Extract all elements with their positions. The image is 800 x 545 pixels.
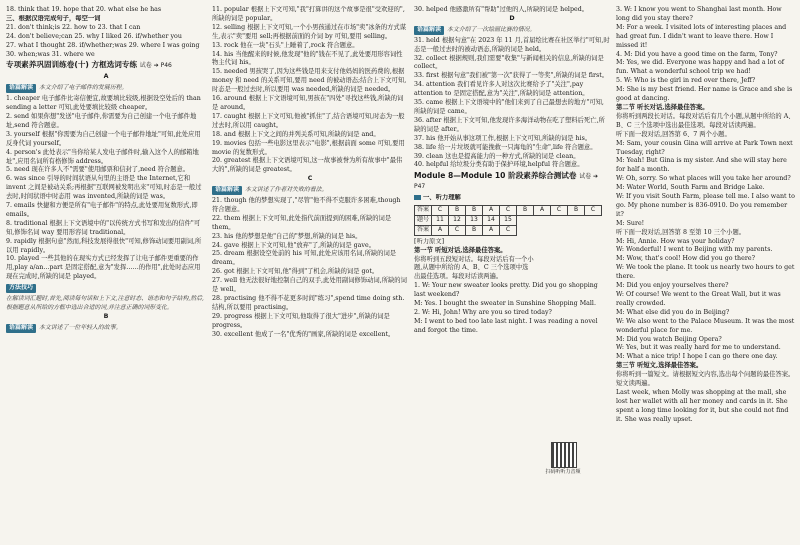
answer-cell: B	[568, 206, 585, 216]
item: 16. around 根据上下文语境可知,男孩在"四处"寻找这些钱,所缺的词是 around。	[212, 95, 404, 111]
item: 26. got 根据上下文可知,他"得到"了机会,所缺的词是 got。	[212, 268, 379, 276]
item: 21. though 他的梦想实现了,"尽管"他不得不克服许多困难,though 符合题意。	[212, 197, 401, 213]
item: 1. cheaper 电子邮件比寄信便宜,故要填比较级,根据设空处后的 than sending a letter 可知,此处要填比较级 cheaper。	[6, 95, 201, 112]
row-label: 题号	[415, 215, 432, 225]
dialog-line: W: If you visit South Farm, please tell me. I also want to go. My phone number is 836-0910. Do you remember it?	[616, 193, 795, 218]
item: 28. practising 他不得不花更多时间"练习",spend time doing sth. 结构,所以要用 practising。	[212, 295, 405, 311]
dialog-line: 3. W: I know you went to Shanghai last month. How long did you stay there?	[616, 6, 782, 22]
answer-cell: B	[466, 225, 483, 235]
item: 39. clean 这也是提高能力的一种方式,所缺的词是 clean。	[414, 152, 580, 160]
item: 22. them 根据上下文可知,此处指代前面提到的困难,所缺的词是 them。	[212, 214, 392, 231]
module-page-ref: 试卷 ➔ P47	[414, 173, 599, 191]
listening-title-text: 一、听力理解	[423, 194, 461, 202]
item: 3. yourself 根据"你需要为自己创建一个电子邮件地址"可知,此处应用反身代词 yourself。	[6, 130, 201, 147]
row-label: 答案	[415, 206, 432, 216]
section-description: 你将听到五段短对话。每段对话后有一个小题,从题中所给的 A、B、C 三个选项中选出最佳选项。每段对话读两遍。	[414, 255, 534, 281]
item: 5. need 现在许多人不"需要"使用邮票和信封了,need 符合题意。	[6, 166, 190, 174]
dialog-line: M: I went to bed too late last night. I was reading a novel and forgot the time.	[414, 317, 598, 334]
dialog-line: M: She is my best friend. Her name is Grace and she is good at dancing.	[616, 86, 793, 103]
item: 17. caught 根据上下文可知,他被"抓住"了,结合语境可知,时态为一般过去时,所以用 caught。	[212, 112, 405, 129]
answer-line: 27. what I thought 28. if/whether;was 29. where I was going	[6, 41, 200, 49]
number-cell: 15	[500, 215, 517, 225]
method-text: 在解读词汇题时,首先,阅读每句话和上下文,注意时态、语态和句子结构,然后,根据题意从所给的方框中选出合适的词,并注意正确的词形变化。	[6, 296, 204, 311]
column-2	[212, 6, 408, 542]
section-label: 第三节 听短文,选择最佳答案。	[616, 362, 703, 370]
answer-line: 24. don't believe;can 25. why I liked 26. if/whether you	[6, 32, 182, 40]
method-tag: 方法技巧	[6, 284, 36, 293]
item: 37. his 他开始从事这项工作,根据上下文可知,所缺的词是 his。	[414, 134, 592, 142]
qr-caption: 扫码听听力音频	[545, 469, 581, 475]
part-label: B	[103, 312, 109, 320]
item: 38. life 给一片垃圾就可能挽救一只海龟的"生命",life 符合题意。	[414, 143, 597, 151]
answer-cell: C	[585, 206, 602, 216]
listening-original: [听力原文]	[414, 237, 445, 245]
column-4	[616, 6, 796, 542]
dialog-line: W: Of course! We went to the Great Wall, but it was really crowded.	[616, 291, 781, 307]
intro-tag: 语篇解读	[6, 84, 36, 93]
column-1	[6, 6, 206, 542]
item: 4. person's 此处表示"当你给某人发电子邮件时,输入这个人的邮箱地址",应用名词所有格修饰 address。	[6, 148, 199, 165]
method-note	[6, 284, 206, 293]
item: 33. first 根据句意"我们被"第一次"获得了一等奖",所缺的词是 first。	[414, 72, 609, 80]
answer-cell: A	[483, 225, 500, 235]
item: 30. helped 他感激所有"帮助"过他的人,所缺的词是 helped。	[414, 6, 589, 13]
dialog-line: M: Yeah! But Gina is my sister. And she will stay here for half a month.	[616, 157, 787, 174]
row-label: 答案	[415, 225, 432, 235]
intro-tag: 语篇解读	[6, 324, 36, 333]
table-row	[415, 225, 602, 235]
intro-note	[212, 186, 408, 195]
dialog-line: M: Water World, South Farm and Bridge Lake.	[616, 184, 765, 192]
section-heading: 三、根据汉语完成句子，每空一词	[6, 14, 101, 22]
dialog-intro: 听下面一段对话,回答第 8 至第 10 三个小题。	[616, 228, 746, 236]
module-title-text: Module 8—Module 10 阶段素养综合测试卷	[414, 171, 577, 181]
dialog-line: W: Wonderful! I went to Beijing with my parents.	[616, 246, 773, 254]
section-page-ref: 试卷 ➔ P46	[139, 62, 172, 70]
intro-text: 本文介绍了一次绘画比赛的情况。	[447, 26, 536, 33]
section-description: 你将听到一篇短文。请根据短文内容,选出每个问题的最佳答案。短文读两遍。	[616, 371, 795, 388]
dialog-line: W: Oh, sorry. So what places will you take her around?	[616, 175, 791, 183]
dialog-line: M: For a week. I visited lots of interesting places and had great fun. I didn't want to leave there. How I missed it!	[616, 23, 787, 49]
dialog-line: M: Did you enjoy yourselves there?	[616, 282, 729, 290]
item: 30. excellent 他成了一名"优秀的"画家,所缺的词是 excellent。	[212, 330, 395, 338]
intro-note	[414, 26, 610, 35]
answer-cell: C	[449, 225, 466, 235]
part-label: C	[307, 175, 313, 183]
dialog-intro: 听下面一段对话,回答第 6、7 两个小题。	[616, 130, 731, 138]
item: 36. after 根据上下文可知,他发现许多海洋动物在吃了塑料后死亡,所缺的词是 after。	[414, 116, 605, 133]
number-cell: 12	[449, 215, 466, 225]
dialog-line: M: Sam, your cousin Gina will arrive at Park Town next Tuesday, right?	[616, 139, 793, 156]
item: 31. held 根据句意"在 2023 年 11 月,首届绘比赛在社区举行"可知,时态是一般过去时的被动语态,所缺的词是 held。	[414, 36, 610, 53]
section-label: 第一节 听短对话,选择最佳答案。	[414, 246, 507, 254]
item: 29. progress 根据上下文可知,他取得了很大"进步",所缺的词是 progress。	[212, 312, 390, 329]
answer-cell: C	[551, 206, 568, 216]
number-cell: 13	[466, 215, 483, 225]
intro-text: 本文讲述了作者对失败的看法。	[245, 187, 328, 194]
section-title	[6, 61, 206, 71]
item: 12. selling 根据上下文可知,一个小男孩通过在市场"卖"冰条的方式谋生,表示"卖"要用 sell;再根据前面的介词 by 可知,要用 selling。	[212, 23, 407, 40]
answer-table	[414, 205, 602, 236]
intro-tag: 语篇解读	[212, 186, 242, 195]
item: 10. played 一些其他的在现实方式已经发挥了让电子邮件更重要的作用,play a/an...part 是固定搭配,意为"发挥……的作用",此处时态应用现在完成时,所缺的词是 played。	[6, 255, 201, 281]
qr-code-icon[interactable]	[551, 442, 577, 468]
table-row	[415, 206, 602, 216]
answer-cell: C	[500, 206, 517, 216]
item: 19. movies 包括一些电影这里表示"电影",根据前面 some 可知,要用 movie 的复数形式。	[212, 139, 405, 156]
table-row	[415, 215, 602, 225]
item: 6. was since 引导的时间状语从句里的主语是 the Internet,它和 invent 之间是被动关系;再根据"互联网被发明出来"可知,时态是一般过去时,时间状语中时态用 was invented,所缺的词是 was。	[6, 175, 202, 201]
answer-cell: A	[534, 206, 551, 216]
dialog-line: M: Hi, Annie. How was your holiday?	[616, 237, 735, 245]
answer-cell: A	[432, 225, 449, 235]
answer-line: 21. don't think;is 22. how to 23. that I can	[6, 23, 141, 31]
item: 9. rapidly 根据句意"然而,科技发展得很快"可知,修饰动词要用副词,所以用 rapidly。	[6, 237, 202, 254]
dialog-line: M: Yes. I bought the sweater in Sunshine Shopping Mall.	[414, 300, 596, 308]
item: 40. helpful 给垃圾分类有助于保护环境,helpful 符合题意。	[414, 161, 584, 169]
item: 18. and 根据上下文之间的并列关系可知,所缺的词是 and。	[212, 130, 380, 138]
intro-note	[6, 324, 206, 333]
dialog-line: 5. W: Who is the girl in red over there, Jeff?	[616, 77, 756, 85]
dialog-line: W: Yes, but it was really hard for me to understand.	[616, 344, 781, 352]
item: 13. rock 他在一块"石头"上睡着了,rock 符合题意。	[212, 41, 359, 49]
dialog-line: M: Did you watch Beijing Opera?	[616, 335, 722, 343]
item: 8. traditional 根据上下文语境中的"以传统方式书写和发出的信件"可知,修饰名词 way 要用形容词 traditional。	[6, 219, 201, 236]
item: 25. dream 根据设空处前的 his 可知,此处应该用名词,所缺的词是 dream。	[212, 250, 397, 267]
module-title	[414, 172, 610, 192]
dialog-line: 4. M: Did you have a good time on the farm, Tony?	[616, 50, 778, 58]
part-label: D	[509, 14, 515, 22]
section-marker-icon	[414, 195, 421, 200]
passage-text: Last week, when Molly was shopping at the mall, she lost her wallet with all her money and cards in it. She spent a long time looking for it, but she could not find it. She was really upset.	[616, 388, 789, 423]
section-title-text: 专项素养巩固训练卷(十) 方框选词专练	[6, 60, 138, 70]
dialog-line: W: We took the plane. It took us nearly two hours to get there.	[616, 264, 795, 281]
answer-line: 30. when;was 31. where we	[6, 50, 95, 58]
column-3	[414, 6, 610, 542]
answer-cell: C	[432, 206, 449, 216]
answer-line: 18. think that 19. hope that 20. what else he has	[6, 6, 162, 13]
item: 24. gave 根据上下文可知,他"放弃"了,所缺的词是 gave。	[212, 241, 375, 249]
listening-title	[414, 194, 610, 203]
intro-text: 本文讲述了一位年轻人的故事。	[39, 324, 122, 331]
section-description: 你将听到两段长对话。每段对话后有几个小题,从题中所给的 A、B、C 三个选项中选出最佳选项。每段对话读两遍。	[616, 112, 795, 129]
number-cell: 11	[432, 215, 449, 225]
number-cell: 14	[483, 215, 500, 225]
dialog-line: M: Wow, that's cool! How did you go there?	[616, 255, 755, 263]
answer-cell: B	[449, 206, 466, 216]
dialog-line: M: Yes, we did. Everyone was happy and had a lot of fun. What a wonderful school trip we had!	[616, 59, 785, 76]
item: 34. attention 我们看见许多人对这次比赛给予了"关注",pay attention to 是固定搭配,意为"关注",所缺的词是 attention。	[414, 81, 589, 98]
item: 23. his 他的梦想是他"自己的"梦想,所缺的词是 his。	[212, 232, 362, 240]
dialog-line: 2. W: Hi, John! Why are you so tired today?	[414, 309, 552, 316]
item: 14. his 当他醒来的时候,他发现"他的"钱在不见了,此处要用形容词性物主代词 his。	[212, 50, 403, 67]
dialog-line: W: We also went to the Palace Museum. It was the most wonderful place for me.	[616, 317, 795, 334]
section-label: 第二节 听长对话,选择最佳答案。	[616, 103, 709, 111]
item: 2. send 如果你想"发送"电子邮件,你需要为自己创建一个电子邮件地址,send 符合题意。	[6, 112, 197, 129]
answer-cell: C	[500, 225, 517, 235]
dialog-line: 1. W: Your new sweater looks pretty. Did you go shopping last weekend?	[414, 282, 598, 299]
intro-note	[6, 84, 206, 93]
item: 20. greatest 根据上下文语境可知,这一故事被誉为所有故事中"最伟大的",所缺的词是 greatest。	[212, 157, 403, 174]
dialog-line: M: Sure!	[616, 219, 645, 227]
item: 7. emails 快捷和方便是所有"电子邮件"的特点,此处要用复数形式,即 emails。	[6, 202, 198, 218]
part-label: A	[103, 73, 109, 81]
item: 11. popular 根据上下文可知,"我"打算讲的这个故事是很"受欢迎的",所缺的词是 popular。	[212, 6, 405, 22]
item: 15. needed 男孩哭了,因为这些钱是用来支付他妈妈的医药费的,根据 money 和 need 的关系可知,要用 need 的被动语态;结合上下文可知,时态是一般过去时,所以要用 was needed,所缺的词是 needed。	[212, 68, 407, 94]
answer-cell: B	[517, 206, 534, 216]
dialog-line: M: What a nice trip! I hope I can go there one day.	[616, 353, 778, 361]
item: 35. came 根据上下文语境中的"他们来到了自己最想去的地方"可知,所缺的词是 came。	[414, 99, 604, 115]
item: 32. collect 根据规则,我们需要"收集"与新闻相关的信息,所缺的词是 collect。	[414, 54, 604, 71]
answer-cell: B	[466, 206, 483, 216]
answer-cell: A	[483, 206, 500, 216]
intro-text: 本文介绍了电子邮件的发展历程。	[39, 85, 128, 92]
intro-tag: 语篇解读	[414, 26, 444, 35]
item: 27. well 他无法很好地控制自己的双手,此处用副词修饰动词,所缺的词是 well。	[212, 277, 407, 294]
dialog-line: M: What else did you do in Beijing?	[616, 308, 730, 316]
